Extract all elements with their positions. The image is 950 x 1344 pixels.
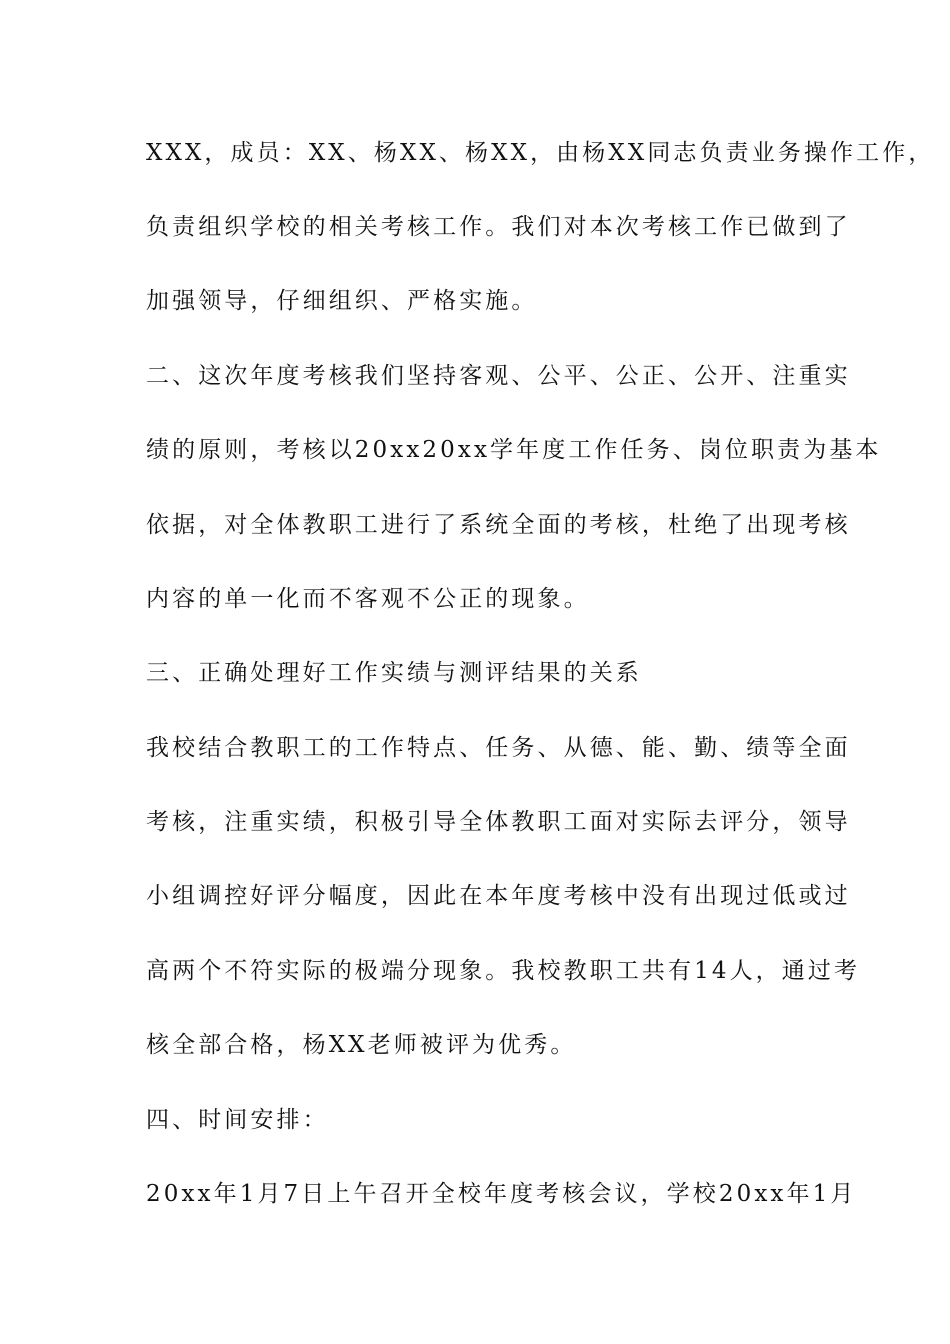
text-line: 20xx年1月7日上午召开全校年度考核会议，学校20xx年1月 (146, 1181, 857, 1207)
text-line: 高两个不符实际的极端分现象。我校教职工共有14人，通过考 (146, 958, 861, 984)
section-heading-3: 三、正确处理好工作实绩与测评结果的关系 (146, 660, 642, 686)
text-line: 核全部合格，杨XX老师被评为优秀。 (146, 1032, 577, 1058)
section-heading-4: 四、时间安排： (146, 1107, 329, 1133)
text-line: 依据，对全体教职工进行了系统全面的考核，杜绝了出现考核 (146, 512, 851, 538)
text-line: 小组调控好评分幅度，因此在本年度考核中没有出现过低或过 (146, 883, 851, 909)
text-line: 内容的单一化而不客观不公正的现象。 (146, 586, 590, 612)
text-line: 绩的原则，考核以20xx20xx学年度工作任务、岗位职责为基本 (146, 437, 882, 463)
text-line: 加强领导，仔细组织、严格实施。 (146, 288, 538, 314)
text-line: XXX，成员：XX、杨XX、杨XX，由杨XX同志负责业务操作工作， (146, 140, 935, 166)
text-line: 考核，注重实绩，积极引导全体教职工面对实际去评分，领导 (146, 809, 851, 835)
text-line: 负责组织学校的相关考核工作。我们对本次考核工作已做到了 (146, 214, 851, 240)
section-heading-2: 二、这次年度考核我们坚持客观、公平、公正、公开、注重实 (146, 363, 851, 389)
text-line: 我校结合教职工的工作特点、任务、从德、能、勤、绩等全面 (146, 735, 851, 761)
